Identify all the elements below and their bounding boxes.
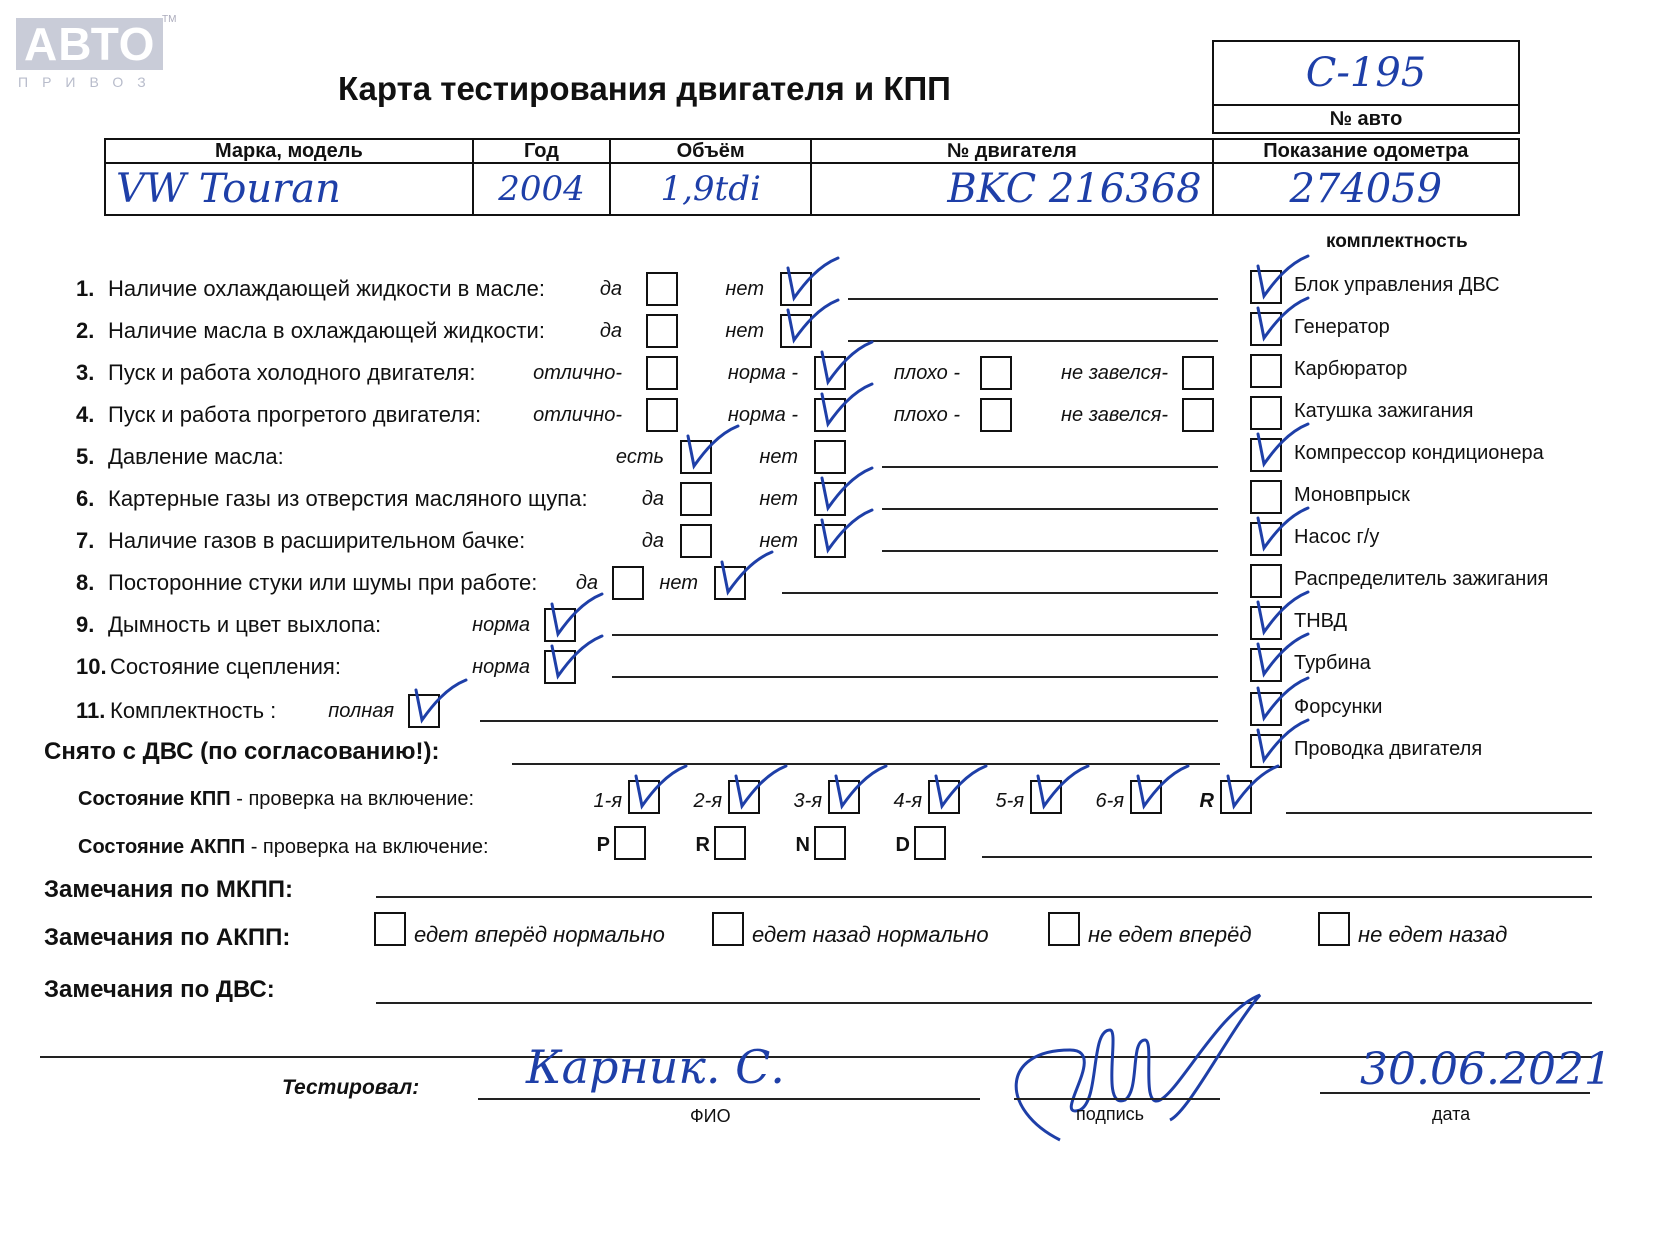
gear-label: R [1199,790,1214,812]
notes-line[interactable] [882,466,1218,468]
checkmark-icon [1132,762,1192,818]
option-label: нет [759,488,798,510]
date-caption: дата [1432,1104,1471,1124]
checkmark-icon [816,380,876,436]
tester-name-value[interactable]: Карник. С. [526,1040,785,1094]
gear-label: N [795,834,810,856]
signature-caption: подпись [1076,1104,1145,1124]
question-text: Наличие охлаждающей жидкости в масле: [108,276,545,301]
question-number: 8. [76,570,95,595]
car-number-box [1212,40,1520,134]
engine-number-value[interactable]: BKC 216368 [811,163,1212,215]
option-label: плохо - [893,404,960,426]
car-number-value[interactable]: C-195 [1213,41,1519,105]
column-header-engine-number: № двигателя [811,139,1212,163]
question-text: Состояние сцепления: [110,654,341,679]
kit-item-label: Катушка зажигания [1294,400,1474,422]
vehicle-info-table [104,138,1520,216]
model-value[interactable]: VW Touran [105,163,473,215]
column-header-volume: Объём [610,139,811,163]
option-label: нет [759,446,798,468]
gear-label: 1-я [593,790,622,812]
question-text: Картерные газы из отверстия масляного щупа: [108,486,588,511]
document-title: Карта тестирования двигателя и КПП [338,70,951,107]
removed-label-suffix: (по согласованию!): [193,738,440,765]
checkmark-icon [930,762,990,818]
notes-line[interactable] [848,340,1218,342]
gear-label: 2-я [693,790,722,812]
remark-checkbox[interactable] [712,912,744,946]
checkmark-icon [546,632,606,688]
tester-name-line[interactable] [478,1098,980,1100]
option-checkbox[interactable] [1182,356,1214,390]
question-text: Посторонние стуки или шумы при работе: [108,570,538,595]
notes-line[interactable] [480,720,1218,722]
gear-label: 3-я [793,790,822,812]
kit-item-label: Карбюратор [1294,358,1408,380]
tested-by-label: Тестировал: [282,1076,420,1099]
manual-gearbox-notes-line[interactable] [1286,812,1592,814]
notes-line[interactable] [848,298,1218,300]
manual-gearbox-label-rest: - проверка на включение: [230,788,475,810]
auto-gearbox-label [78,836,489,859]
option-label: есть [615,446,664,468]
checkmark-icon [830,762,890,818]
option-checkbox[interactable] [980,356,1012,390]
question-number: 1. [76,276,95,301]
checkmark-icon [730,762,790,818]
option-label: норма [472,614,530,636]
odometer-value[interactable]: 274059 [1213,163,1519,215]
option-checkbox[interactable] [646,398,678,432]
option-label: отлично- [533,362,622,384]
vehicle-info-value-row [105,163,1519,215]
year-value[interactable]: 2004 [473,163,610,215]
auto-gearbox-label-bold: Состояние АКПП [78,836,246,858]
notes-line[interactable] [882,508,1218,510]
checkmark-icon [1032,762,1092,818]
tester-name-caption: ФИО [690,1106,731,1126]
gear-checkbox[interactable] [714,826,746,860]
vehicle-info-header-row [105,139,1519,163]
question-number: 5. [76,444,95,469]
kit-item-label: Моновпрыск [1294,484,1410,506]
logo [16,14,177,90]
remark-option-label: не едет вперёд [1088,922,1252,947]
question-number: 2. [76,318,95,343]
gear-label: R [695,834,710,856]
notes-line[interactable] [782,592,1218,594]
manual-gearbox-label-bold: Состояние КПП [78,788,231,810]
checkmark-icon [630,762,690,818]
remark-checkbox[interactable] [1048,912,1080,946]
logo-main: АВТО [16,18,163,70]
remark-checkbox[interactable] [374,912,406,946]
option-checkbox[interactable] [646,356,678,390]
remark-option-label: едет назад нормально [752,922,989,947]
kit-item-label: Компрессор кондиционера [1294,442,1544,464]
question-text: Пуск и работа холодного двигателя: [108,360,476,385]
question-number: 6. [76,486,95,511]
question-text: Дымность и цвет выхлопа: [108,612,382,637]
question-text: Наличие газов в расширительном бачке: [108,528,526,553]
option-label: да [641,530,664,552]
kit-item-label: Генератор [1294,316,1390,338]
option-label: да [599,278,622,300]
logo-trademark: TM [162,14,177,25]
logo-subtitle: ПРИВОЗ [18,74,160,90]
manual-gearbox-label [78,788,474,811]
gear-checkbox[interactable] [614,826,646,860]
gear-checkbox[interactable] [914,826,946,860]
option-label: нет [759,530,798,552]
checkmark-icon [716,548,776,604]
option-label: не завелся- [1061,362,1168,384]
question-number: 11. [76,698,106,723]
notes-line[interactable] [612,676,1218,678]
car-number-label: № авто [1213,105,1519,133]
option-label: норма - [727,404,798,426]
option-label: отлично- [533,404,622,426]
option-checkbox[interactable] [1182,398,1214,432]
remark-option-label: не едет назад [1358,922,1508,947]
kit-item-label: Насос г/у [1294,526,1380,548]
checkmark-icon [816,506,876,562]
option-label: да [575,572,598,594]
option-checkbox[interactable] [646,314,678,348]
remarks-manual-line[interactable] [376,896,1592,898]
kit-item-label: ТНВД [1294,610,1348,632]
remarks-manual-label: Замечания по МКПП: [44,876,294,903]
kit-item-label: Турбина [1294,652,1371,674]
column-header-year: Год [473,139,610,163]
date-line[interactable] [1320,1092,1590,1094]
option-label: нет [725,278,764,300]
date-value[interactable]: 30.06.2021 [1360,1044,1612,1095]
auto-gearbox-notes-line[interactable] [982,856,1592,858]
remarks-engine-line[interactable] [376,1002,1592,1004]
volume-value[interactable]: 1,9tdi [610,163,811,215]
notes-line[interactable] [882,550,1218,552]
gear-label: 4-я [893,790,922,812]
option-checkbox[interactable] [680,482,712,516]
option-label: плохо - [893,362,960,384]
option-checkbox[interactable] [680,524,712,558]
checkmark-icon [410,676,470,732]
column-header-odometer: Показание одометра [1213,139,1519,163]
question-text: Комплектность : [110,698,277,723]
kit-item-label: Проводка двигателя [1294,738,1483,760]
gear-label: 5-я [995,790,1024,812]
gear-checkbox[interactable] [814,826,846,860]
remark-option-label: едет вперёд нормально [414,922,665,947]
gear-label: P [596,834,610,856]
signature[interactable] [990,990,1270,1150]
gear-label: 6-я [1095,790,1124,812]
question-number: 4. [76,402,95,427]
kit-item-label: Блок управления ДВС [1294,274,1500,296]
option-checkbox[interactable] [612,566,644,600]
kit-item-label: Распределитель зажигания [1294,568,1549,590]
question-number: 10. [76,654,107,679]
checkmark-icon [1222,762,1282,818]
remark-checkbox[interactable] [1318,912,1350,946]
question-number: 9. [76,612,95,637]
question-text: Давление масла: [108,444,284,469]
kit-item-label: Форсунки [1294,696,1383,718]
option-label: нет [659,572,698,594]
question-text: Пуск и работа прогретого двигателя: [108,402,482,427]
question-number: 7. [76,528,95,553]
auto-gearbox-label-rest: - проверка на включение: [245,836,489,858]
option-label: норма - [727,362,798,384]
option-label: полная [328,700,394,722]
kit-title: комплектность [1326,231,1468,252]
gear-label: D [895,834,910,856]
remarks-auto-label: Замечания по АКПП: [44,924,291,951]
removed-label [44,738,439,766]
notes-line[interactable] [612,634,1218,636]
column-header-model: Марка, модель [105,139,473,163]
question-text: Наличие масла в охлаждающей жидкости: [108,318,545,343]
kit-checkbox[interactable] [1250,354,1282,388]
removed-label-bold: Снято с ДВС [44,738,194,765]
question-number: 3. [76,360,95,385]
signature-line[interactable] [1014,1098,1220,1100]
remarks-engine-label: Замечания по ДВС: [44,976,275,1003]
option-label: норма [472,656,530,678]
option-label: да [641,488,664,510]
checkmark-icon [682,422,742,478]
option-checkbox[interactable] [646,272,678,306]
option-checkbox[interactable] [980,398,1012,432]
option-label: нет [725,320,764,342]
option-label: да [599,320,622,342]
option-label: не завелся- [1061,404,1168,426]
